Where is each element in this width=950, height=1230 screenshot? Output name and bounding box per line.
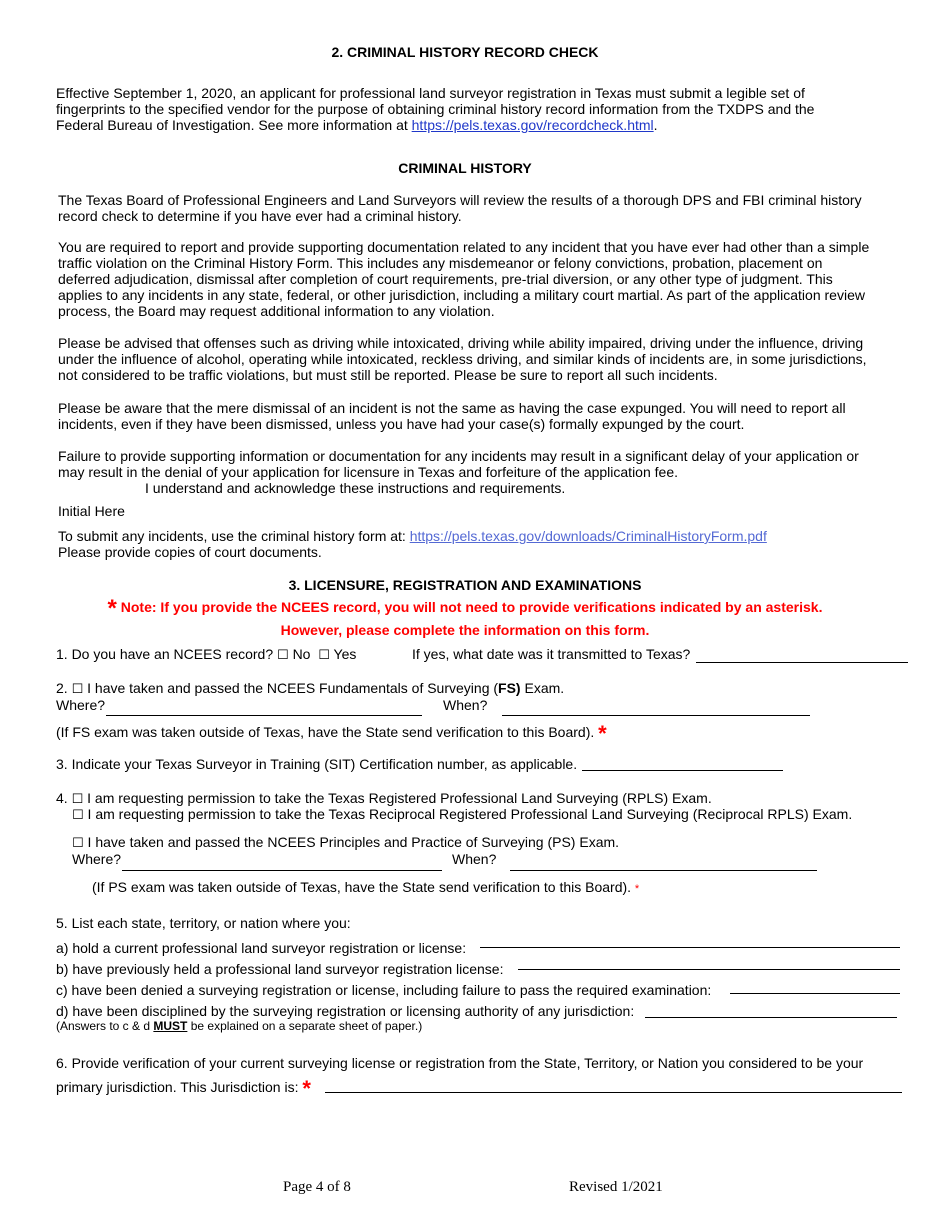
criminal-history-p4: Please be aware that the mere dismissal of an incident is not the same as having the case expunged. You will need to report all incidents, even if they have been dismissed, unless you have had your case(s) formally expunged by the court.: [58, 400, 846, 432]
recordcheck-link[interactable]: https://pels.texas.gov/recordcheck.html: [411, 117, 654, 133]
q1-no-checkbox[interactable]: ☐: [277, 648, 289, 663]
ncees-note-line-2: However, please complete the information on this form.: [280, 622, 650, 638]
q3-sit-field[interactable]: [582, 770, 783, 771]
section-2-heading: 2. CRIMINAL HISTORY RECORD CHECK: [331, 44, 599, 60]
q1-yes-checkbox[interactable]: ☐: [318, 648, 330, 663]
ncees-note-line-1: * Note: If you provide the NCEES record, you will not need to provide verifications indicated by an asterisk.: [107, 595, 823, 622]
criminal-history-p2: You are required to report and provide supporting documentation related to any incident that you have ever had other than a simple traffic violation on the Criminal History Form. This includes any misdemeanor or felony convictions, probation, placement on deferred adjudication, dismissal after completion of court requirements, pre-trial diversion, or any other type of judgment. This applies to any incidents in any state, federal, or other jurisdiction, including a military court martial. As part of the application review process, the Board may request additional information to any violation.: [58, 239, 870, 319]
small-asterisk-icon: *: [634, 883, 640, 895]
q4-where-label: Where?: [72, 851, 122, 867]
q2-fs-note: (If FS exam was taken outside of Texas, have the State send verification to this Board). *: [56, 721, 607, 746]
initial-here-label: Initial Here: [58, 503, 125, 519]
q6-line-2: primary jurisdiction. This Jurisdiction is: *: [56, 1076, 311, 1101]
q4-when-field[interactable]: [510, 870, 817, 871]
q1-date-field[interactable]: [696, 662, 908, 663]
q5-a-label: a) hold a current professional land surveyor registration or license:: [56, 940, 467, 956]
q1-date-label: If yes, what date was it transmitted to Texas?: [412, 646, 691, 662]
record-check-paragraph: Effective September 1, 2020, an applicant for professional land surveyor registration in Texas must submit a legible set of fingerprints to the specified vendor for the purpose of obtaining criminal history record information from the TXDPS and the Federal Bureau of Investigation. See more information at https://pels.texas.gov/recordcheck.html.: [56, 85, 815, 133]
acknowledge-text: I understand and acknowledge these instructions and requirements.: [145, 480, 566, 496]
q2-fs-checkbox[interactable]: ☐: [71, 682, 84, 697]
criminal-history-form-link[interactable]: https://pels.texas.gov/downloads/CriminalHistoryForm.pdf: [409, 528, 767, 544]
q4-where-field[interactable]: [122, 870, 442, 871]
criminal-history-p3: Please be advised that offenses such as driving while intoxicated, driving while ability impaired, driving under the influence, driving under the influence of alcohol, operating while intoxicated, reckless driving, and similar kinds of incidents are, in some jurisdictions, not considered to be traffic violations, but must still be reported. Please be sure to report all such incidents.: [58, 335, 867, 383]
asterisk-icon: *: [598, 721, 607, 746]
q4-ps-checkbox[interactable]: ☐: [72, 836, 84, 851]
q4-rpls-option: 4. ☐ I am requesting permission to take the Texas Registered Professional Land Surveying (RPLS) Exam.: [56, 790, 712, 807]
q5-c-field[interactable]: [730, 993, 900, 994]
q4-reciprocal-checkbox[interactable]: ☐: [72, 808, 84, 823]
criminal-history-heading: CRIMINAL HISTORY: [398, 160, 532, 176]
criminal-history-p1: The Texas Board of Professional Engineers and Land Surveyors will review the results of a thorough DPS and FBI criminal history record check to determine if you have ever had a criminal history.: [58, 192, 862, 224]
page-number: Page 4 of 8: [283, 1179, 351, 1195]
q1-ncees-record: 1. Do you have an NCEES record? ☐ No ☐ Yes: [56, 646, 357, 663]
court-documents-text: Please provide copies of court documents.: [58, 544, 322, 560]
q6-line-1: 6. Provide verification of your current surveying license or registration from the State, Territory, or Nation you considered to be your: [56, 1055, 864, 1071]
section-3-heading: 3. LICENSURE, REGISTRATION AND EXAMINATIONS: [288, 577, 642, 593]
q5-a-field[interactable]: [480, 947, 900, 948]
q3-sit-label: 3. Indicate your Texas Surveyor in Training (SIT) Certification number, as applicable.: [56, 756, 578, 772]
q4-reciprocal-option: ☐ I am requesting permission to take the Texas Reciprocal Registered Professional Land Surveying (Reciprocal RPLS) Exam.: [72, 806, 853, 823]
asterisk-icon: *: [302, 1076, 311, 1101]
q5-b-field[interactable]: [518, 969, 900, 970]
q2-fs-exam: 2. ☐ I have taken and passed the NCEES Fundamentals of Surveying (FS) Exam.: [56, 680, 565, 697]
q4-rpls-checkbox[interactable]: ☐: [71, 792, 84, 807]
q5-b-label: b) have previously held a professional land surveyor registration license:: [56, 961, 504, 977]
q2-when-label: When?: [443, 697, 488, 713]
q5-c-label: c) have been denied a surveying registration or license, including failure to pass the required examination:: [56, 982, 712, 998]
q4-ps-note: (If PS exam was taken outside of Texas, have the State send verification to this Board). *: [92, 879, 640, 895]
q2-where-label: Where?: [56, 697, 106, 713]
criminal-history-p5: Failure to provide supporting information or documentation for any incidents may result in a significant delay of your application or may result in the denial of your application for licensure in Texas and forfeiture of the application fee.: [58, 448, 859, 480]
q2-when-field[interactable]: [502, 715, 810, 716]
q6-jurisdiction-field[interactable]: [325, 1092, 902, 1093]
q2-where-field[interactable]: [106, 715, 422, 716]
q4-when-label: When?: [452, 851, 497, 867]
submit-incidents-text: To submit any incidents, use the criminal history form at: https://pels.texas.gov/downloads/CriminalHistoryForm.pdf: [58, 528, 767, 544]
q5-label: 5. List each state, territory, or nation where you:: [56, 915, 351, 931]
q5-d-field[interactable]: [645, 1017, 897, 1018]
revision-date: Revised 1/2021: [569, 1179, 663, 1195]
q4-ps-option: ☐ I have taken and passed the NCEES Principles and Practice of Surveying (PS) Exam.: [72, 834, 620, 851]
q5-d-label: d) have been disciplined by the surveying registration or licensing authority of any jurisdiction:: [56, 1003, 635, 1019]
asterisk-icon: *: [107, 595, 117, 622]
q5-note: (Answers to c & d MUST be explained on a separate sheet of paper.): [56, 1019, 423, 1033]
